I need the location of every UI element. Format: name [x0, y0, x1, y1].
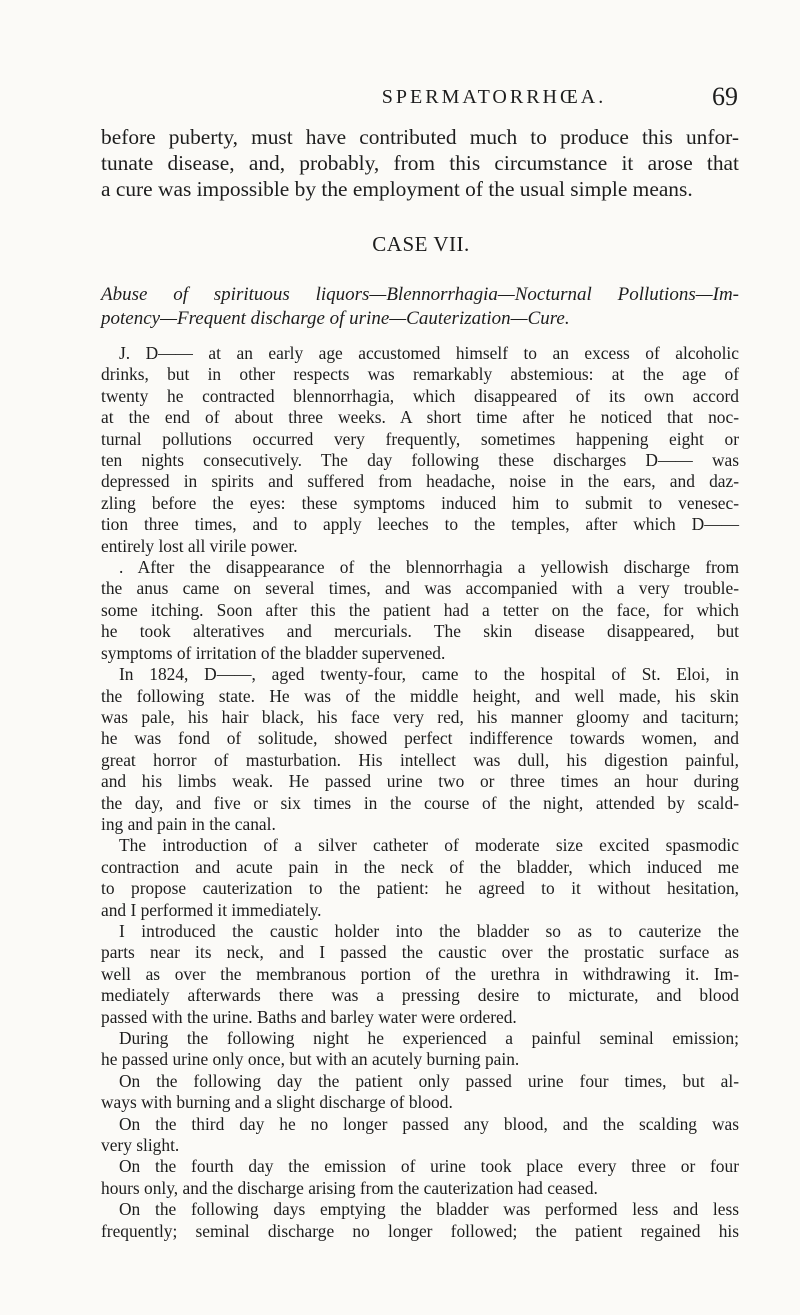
running-head — [100, 82, 738, 116]
text-line: he took alteratives and mercurials. The skin disease disappeared, but — [101, 621, 739, 642]
text-line: he passed urine only once, but with an acutely burning pain. — [101, 1049, 520, 1070]
text-line: was pale, his hair black, his face very red, his manner gloomy and taciturn; — [101, 706, 739, 727]
subtitle-line: potency—Frequent discharge of urine—Cauterization—Cure. — [101, 308, 570, 329]
text-line: at the end of about three weeks. A short time after he noticed that noc- — [101, 407, 739, 428]
text-line: ways with burning and a slight discharge of blood. — [101, 1092, 453, 1113]
page-number: 69 — [712, 82, 738, 111]
text-line: very slight. — [101, 1135, 180, 1156]
text-line: some itching. Soon after this the patient had a tetter on the face, for which — [101, 599, 739, 620]
text-line: and his limbs weak. He passed urine two or three times an hour during — [101, 771, 739, 792]
case-body — [101, 343, 739, 1242]
running-title: SPERMATORRHŒA. — [381, 86, 607, 108]
text-line: turnal pollutions occurred very frequently, sometimes happening eight or — [101, 428, 739, 449]
text-line: ing and pain in the canal. — [101, 813, 276, 834]
text-line: . After the disappearance of the blennorrhagia a yellowish discharge from — [119, 557, 739, 578]
text-line: During the following night he experienced a painful seminal emission; — [119, 1028, 739, 1048]
text-line: On the fourth day the emission of urine took place every three or four — [119, 1156, 739, 1177]
text-line: I introduced the caustic holder into the bladder so as to cauterize the — [119, 920, 739, 941]
text-line: On the following day the patient only passed urine four times, but al- — [119, 1070, 739, 1091]
text-line: to propose cauterization to the patient: he agreed to it without hesitation, — [101, 878, 739, 899]
text-line: tunate disease, and, probably, from this circumstance it arose that — [101, 151, 739, 175]
text-line: frequently; seminal discharge no longer followed; the patient regained his — [101, 1220, 739, 1241]
intro-paragraph — [101, 124, 739, 202]
text-line: In 1824, D——, aged twenty-four, came to the hospital of St. Eloi, in — [119, 664, 739, 685]
text-line: before puberty, must have contributed much to produce this unfor- — [101, 125, 739, 149]
case-heading: CASE VII. — [372, 232, 470, 256]
text-line: passed with the urine. Baths and barley water were ordered. — [101, 1006, 517, 1027]
text-line: the anus came on several times, and was accompanied with a very trouble- — [101, 578, 739, 599]
subtitle-line: Abuse of spirituous liquors—Blennorrhagia—Nocturnal Pollutions—Im- — [101, 284, 739, 305]
text-line: he was fond of solitude, showed perfect indifference towards women, and — [101, 728, 739, 749]
text-line: entirely lost all virile power. — [101, 535, 298, 556]
text-line: twenty he contracted blennorrhagia, which disappeared of its own accord — [101, 385, 739, 406]
text-line: and I performed it immediately. — [101, 899, 322, 920]
text-line: The introduction of a silver catheter of moderate size excited spasmodic — [119, 835, 739, 856]
text-line: hours only, and the discharge arising from the cauterization had ceased. — [101, 1177, 598, 1198]
case-subtitle — [101, 283, 739, 331]
text-line: the day, and five or six times in the course of the night, attended by scald- — [101, 792, 739, 813]
text-line: On the following days emptying the bladder was performed less and less — [119, 1199, 739, 1220]
text-line: ten nights consecutively. The day following these discharges D—— was — [101, 450, 739, 471]
text-line: tion three times, and to apply leeches to the temples, after which D—— — [101, 514, 739, 535]
text-line: J. D—— at an early age accustomed himself to an excess of alcoholic — [119, 343, 739, 363]
text-line: contraction and acute pain in the neck of the bladder, which induced me — [101, 856, 739, 877]
text-line: mediately afterwards there was a pressing desire to micturate, and blood — [101, 985, 739, 1006]
text-line: the following state. He was of the middle height, and well made, his skin — [101, 685, 739, 706]
text-line: symptoms of irritation of the bladder supervened. — [101, 642, 446, 663]
text-line: depressed in spirits and suffered from headache, noise in the ears, and daz- — [101, 471, 739, 492]
text-line: parts near its neck, and I passed the caustic over the prostatic surface as — [101, 942, 739, 963]
text-line: zling before the eyes: these symptoms induced him to submit to venesec- — [101, 492, 739, 513]
text-line: On the third day he no longer passed any blood, and the scalding was — [119, 1113, 739, 1134]
text-line: well as over the membranous portion of the urethra in withdrawing it. Im- — [101, 963, 739, 984]
text-line: great horror of masturbation. His intellect was dull, his digestion painful, — [101, 749, 739, 770]
text-line: a cure was impossible by the employment of the usual simple means. — [101, 177, 693, 201]
text-line: drinks, but in other respects was remarkably abstemious: at the age of — [101, 364, 739, 385]
